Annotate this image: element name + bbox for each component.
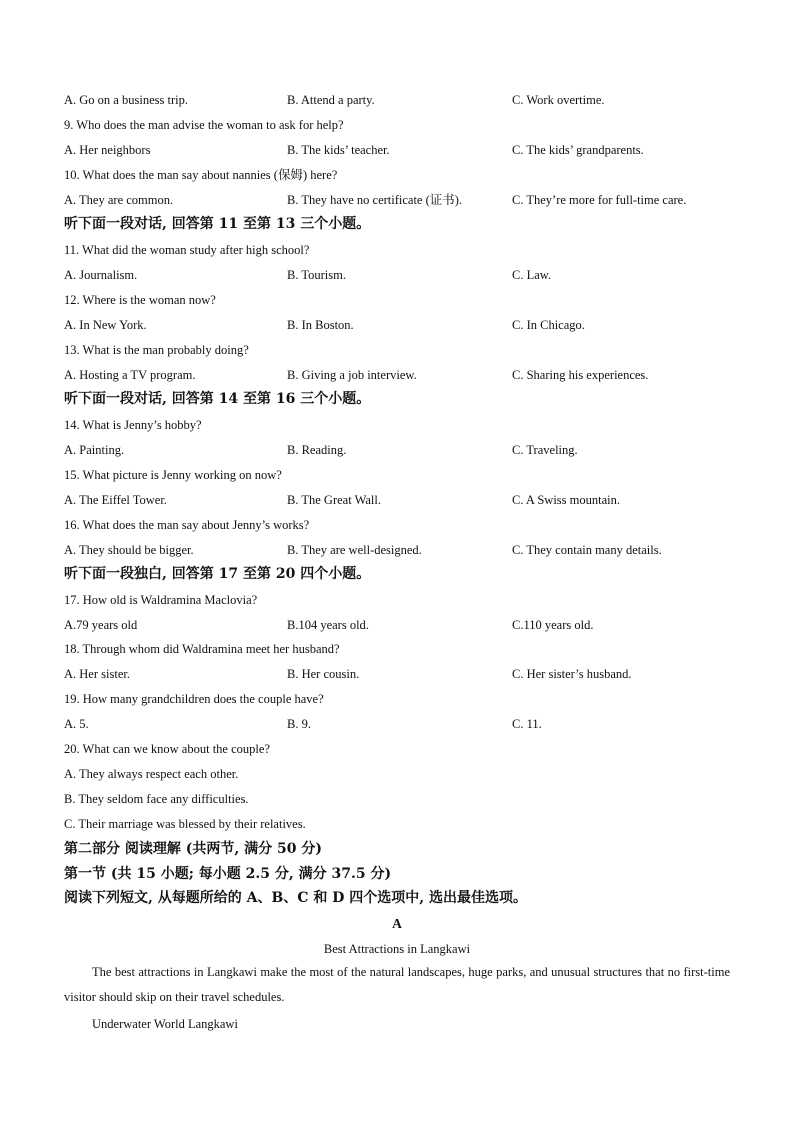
q14-option-a: A. Painting.: [64, 443, 125, 457]
question-16: 16. What does the man say about Jenny’s works?: [64, 518, 310, 532]
reading-instruction: 阅读下列短文, 从每题所给的 A、B、C 和 D 四个选项中, 选出最佳选项。: [64, 890, 527, 906]
passage-subheading: Underwater World Langkawi: [92, 1017, 238, 1031]
question-11: 11. What did the woman study after high school?: [64, 243, 310, 257]
q18-option-b: B. Her cousin.: [287, 667, 360, 681]
q12-option-b: B. In Boston.: [287, 318, 354, 332]
q11-option-c: C. Law.: [512, 268, 552, 282]
question-9: 9. Who does the man advise the woman to ask for help?: [64, 118, 344, 132]
section-heading-17-20: 听下面一段独白, 回答第 17 至第 20 四个小题。: [64, 566, 371, 582]
section-heading-14-16: 听下面一段对话, 回答第 14 至第 16 三个小题。: [64, 391, 371, 407]
question-19: 19. How many grandchildren does the couple have?: [64, 692, 324, 706]
q17-option-a: A.79 years old: [64, 618, 138, 632]
q19-option-a: A. 5.: [64, 717, 89, 731]
passage-paragraph: The best attractions in Langkawi make the most of the natural landscapes, huge parks, and unusual structures that no first-time visitor should skip on their travel schedules.: [64, 965, 730, 1004]
q12-option-c: C. In Chicago.: [512, 318, 585, 332]
q14-option-b: B. Reading.: [287, 443, 347, 457]
q13-option-a: A. Hosting a TV program.: [64, 368, 196, 382]
q20-option-c: C. Their marriage was blessed by their relatives.: [64, 817, 306, 831]
q10-option-a: A. They are common.: [64, 193, 174, 207]
q8-option-c: C. Work overtime.: [512, 93, 605, 107]
q16-option-a: A. They should be bigger.: [64, 543, 194, 557]
q15-option-a: A. The Eiffel Tower.: [64, 493, 167, 507]
q11-option-a: A. Journalism.: [64, 268, 138, 282]
passage-title: Best Attractions in Langkawi: [323, 942, 471, 956]
section-heading-11-13: 听下面一段对话, 回答第 11 至第 13 三个小题。: [64, 216, 371, 232]
q13-option-c: C. Sharing his experiences.: [512, 368, 649, 382]
q16-option-c: C. They contain many details.: [512, 543, 662, 557]
question-20: 20. What can we know about the couple?: [64, 742, 270, 756]
q10-option-b: B. They have no certificate (证书).: [287, 193, 463, 207]
question-18: 18. Through whom did Waldramina meet her husband?: [64, 642, 340, 656]
q8-option-a: A. Go on a business trip.: [64, 93, 188, 107]
q9-option-b: B. The kids’ teacher.: [287, 143, 390, 157]
q9-option-a: A. Her neighbors: [64, 143, 151, 157]
q11-option-b: B. Tourism.: [287, 268, 346, 282]
q15-option-c: C. A Swiss mountain.: [512, 493, 621, 507]
q10-option-c: C. They’re more for full-time care.: [512, 193, 687, 207]
q12-option-a: A. In New York.: [64, 318, 147, 332]
question-14: 14. What is Jenny’s hobby?: [64, 418, 202, 432]
part-2-heading: 第二部分 阅读理解 (共两节, 满分 50 分): [64, 841, 322, 857]
question-13: 13. What is the man probably doing?: [64, 343, 249, 357]
question-12: 12. Where is the woman now?: [64, 293, 216, 307]
q9-option-c: C. The kids’ grandparents.: [512, 143, 644, 157]
question-15: 15. What picture is Jenny working on now?: [64, 468, 282, 482]
question-10: 10. What does the man say about nannies (保姆) here?: [64, 168, 338, 182]
q15-option-b: B. The Great Wall.: [287, 493, 381, 507]
q16-option-b: B. They are well-designed.: [287, 543, 422, 557]
q20-option-a: A. They always respect each other.: [64, 767, 239, 781]
q8-option-b: B. Attend a party.: [287, 93, 375, 107]
q17-option-b: B.104 years old.: [287, 618, 369, 632]
q14-option-c: C. Traveling.: [512, 443, 578, 457]
q19-option-b: B. 9.: [287, 717, 311, 731]
question-17: 17. How old is Waldramina Maclovia?: [64, 593, 258, 607]
q13-option-b: B. Giving a job interview.: [287, 368, 417, 382]
section-1-heading: 第一节 (共 15 小题; 每小题 2.5 分, 满分 37.5 分): [64, 866, 392, 882]
q20-option-b: B. They seldom face any difficulties.: [64, 792, 249, 806]
q18-option-c: C. Her sister’s husband.: [512, 667, 632, 681]
q19-option-c: C. 11.: [512, 717, 542, 731]
passage-letter: A: [392, 916, 402, 931]
q18-option-a: A. Her sister.: [64, 667, 130, 681]
q17-option-c: C.110 years old.: [512, 618, 594, 632]
